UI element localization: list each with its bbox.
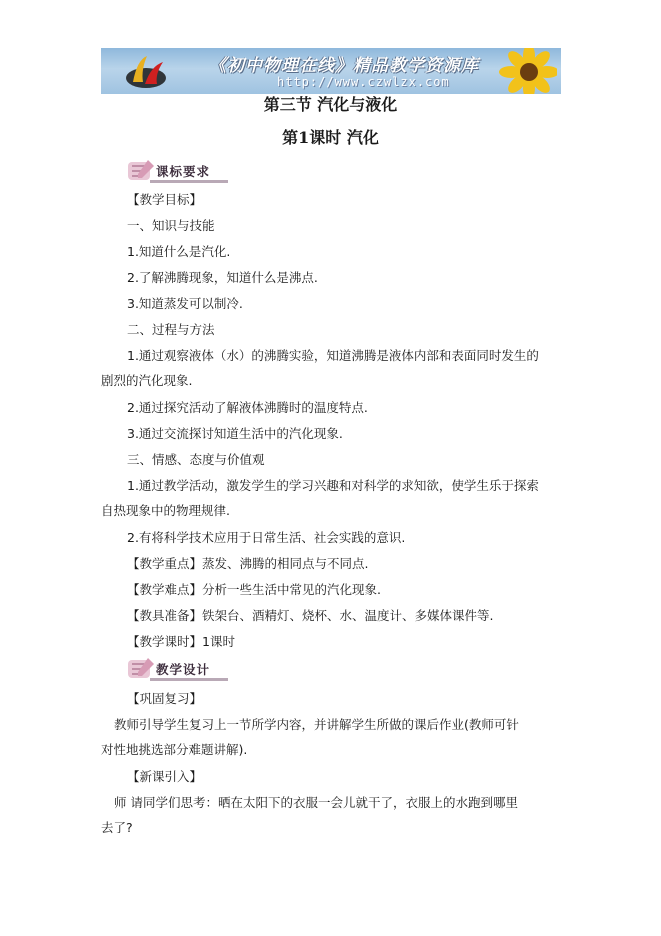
- text-line: 2.了解沸腾现象，知道什么是沸点.: [127, 270, 318, 285]
- text-line: 对性地挑选部分难题讲解).: [101, 742, 248, 757]
- sunflower-icon: [477, 48, 557, 94]
- text-line: 【教学课时】1课时: [127, 634, 235, 649]
- text-line: 【教学难点】分析一些生活中常见的汽化现象.: [127, 582, 381, 597]
- text-line: 【教学目标】: [127, 192, 203, 207]
- text-line: 【教学重点】蒸发、沸腾的相同点与不同点.: [127, 556, 369, 571]
- text-line: 1.通过教学活动，激发学生的学习兴趣和对科学的求知欲，使学生乐于探索: [127, 478, 539, 493]
- text-line: 2.有将科学技术应用于日常生活、社会实践的意识.: [127, 530, 406, 545]
- text-line: 2.通过探究活动了解液体沸腾时的温度特点.: [127, 400, 368, 415]
- tag-underline: [150, 180, 228, 183]
- header-banner: [101, 48, 561, 94]
- text-line: 教师引导学生复习上一节所学内容，并讲解学生所做的课后作业(教师可针: [114, 717, 519, 732]
- tag-label-design: 教学设计: [156, 662, 211, 677]
- section-tag-standards: [124, 158, 228, 186]
- tag-label-standards: 课标要求: [156, 164, 211, 179]
- banner-url: http://www.czwlzx.com: [277, 75, 450, 89]
- text-line: 1.知道什么是汽化.: [127, 244, 231, 259]
- tag-underline: [150, 678, 228, 681]
- section-title: 第三节 汽化与液化: [263, 95, 398, 114]
- text-line: 自热现象中的物理规律.: [101, 503, 230, 518]
- logo-icon: [123, 52, 169, 92]
- banner-title: 《初中物理在线》精品教学资源库: [209, 56, 479, 76]
- text-line: 【巩固复习】: [127, 691, 203, 706]
- section-tag-design: [124, 656, 228, 684]
- lesson-title: 第1课时 汽化: [282, 128, 379, 147]
- text-line: 【教具准备】铁架台、酒精灯、烧杯、水、温度计、多媒体课件等.: [127, 608, 494, 623]
- text-line: 三、情感、态度与价值观: [127, 452, 265, 467]
- text-line: 去了?: [101, 820, 133, 835]
- text-line: 师 请同学们思考：晒在太阳下的衣服一会儿就干了，衣服上的水跑到哪里: [114, 795, 518, 810]
- text-line: 二、过程与方法: [127, 322, 215, 337]
- text-line: 剧烈的汽化现象.: [101, 373, 193, 388]
- text-line: 一、知识与技能: [127, 218, 215, 233]
- text-line: 3.知道蒸发可以制冷.: [127, 296, 243, 311]
- text-line: 【新课引入】: [127, 769, 203, 784]
- text-line: 1.通过观察液体（水）的沸腾实验，知道沸腾是液体内部和表面同时发生的: [127, 348, 539, 363]
- text-line: 3.通过交流探讨知道生活中的汽化现象.: [127, 426, 343, 441]
